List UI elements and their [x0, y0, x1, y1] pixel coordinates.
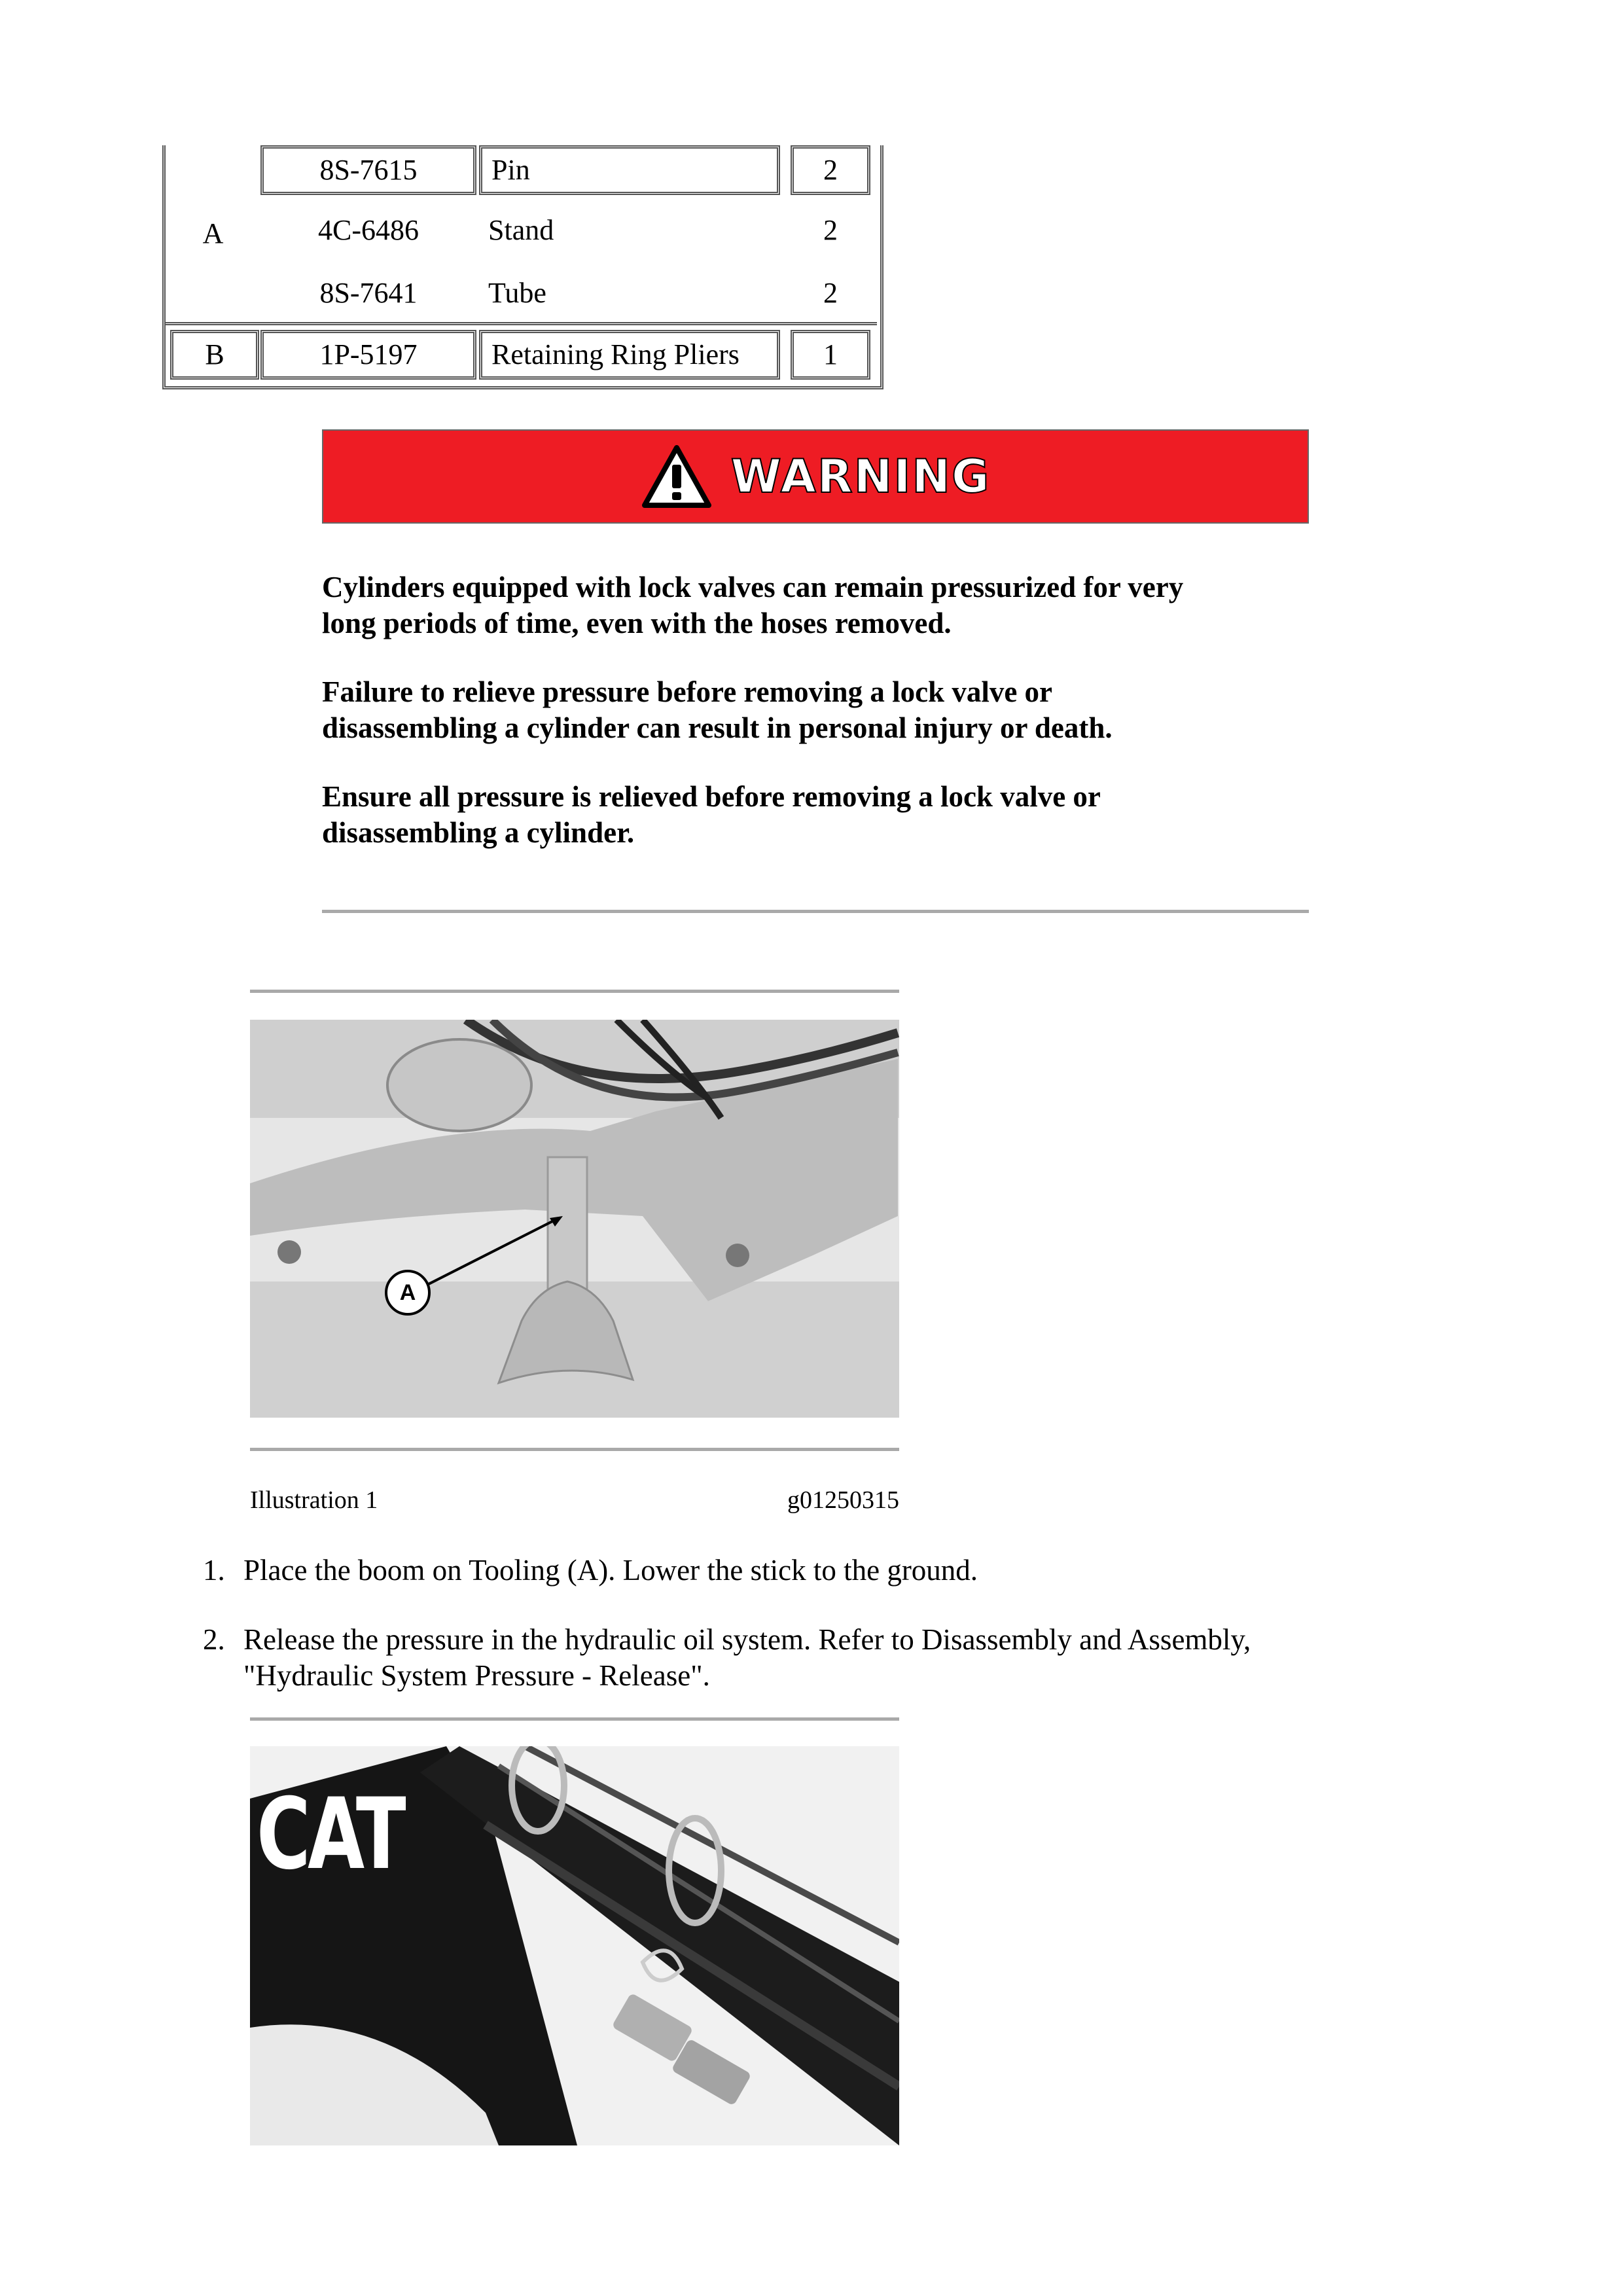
illustration-bottom-rule: [250, 1448, 899, 1451]
warning-line: long periods of time, even with the hoses removed.: [322, 607, 952, 639]
part-number-cell: 8S-7615: [260, 145, 476, 195]
description-cell: Pin: [479, 145, 780, 195]
step-number: 1.: [203, 1554, 225, 1587]
warning-line: Cylinders equipped with lock valves can remain pressurized for very: [322, 571, 1184, 603]
description-cell: Stand: [488, 214, 554, 246]
illustration-2-photo: [250, 1746, 899, 2145]
illustration-top-rule: [250, 1717, 899, 1721]
step-text: Place the boom on Tooling (A). Lower the stick to the ground.: [243, 1554, 978, 1587]
warning-line: disassembling a cylinder can result in personal injury or death.: [322, 711, 1113, 744]
warning-label: WARNING: [730, 450, 991, 503]
warning-line: Failure to relieve pressure before removing a lock valve or: [322, 675, 1053, 708]
warning-line: disassembling a cylinder.: [322, 816, 635, 849]
row-divider: [166, 322, 877, 329]
qty-cell: 1: [791, 330, 870, 380]
illustration-caption: Illustration 1: [250, 1486, 378, 1514]
part-number-cell: 8S-7641: [319, 277, 418, 309]
step-text: Release the pressure in the hydraulic oil system. Refer to Disassembly and Assembly,: [243, 1623, 1251, 1656]
warning-banner: [322, 429, 1309, 524]
description-cell: Retaining Ring Pliers: [479, 330, 780, 380]
illustration-id: g01250315: [787, 1486, 899, 1514]
group-a-label: A: [202, 217, 224, 249]
boom-on-stand-image: [250, 1020, 899, 1418]
part-number-cell: 1P-5197: [260, 330, 476, 380]
part-number-cell: 4C-6486: [318, 214, 419, 246]
callout-a: [385, 1270, 431, 1316]
qty-cell: 2: [791, 145, 870, 195]
step-1: [203, 1552, 1381, 1588]
qty-cell: 2: [823, 214, 838, 246]
cat-logo: CAT: [257, 1778, 404, 1892]
warning-line: Ensure all pressure is relieved before removing a lock valve or: [322, 780, 1101, 813]
qty-cell: 2: [823, 277, 838, 309]
warning-paragraph: [322, 779, 1304, 851]
step-number: 2.: [203, 1623, 225, 1656]
warning-triangle-icon: [641, 444, 713, 509]
callout-a-label: A: [399, 1280, 416, 1305]
description-cell: Tube: [488, 277, 546, 309]
step-2: [203, 1622, 1394, 1694]
group-b-label: B: [170, 330, 259, 380]
illustration-top-rule: [250, 990, 899, 993]
step-text: "Hydraulic System Pressure - Release".: [243, 1659, 710, 1692]
warning-paragraph: [322, 674, 1304, 746]
warning-divider: [322, 910, 1309, 913]
illustration-1-photo: [250, 1020, 899, 1418]
tooling-table: [162, 145, 882, 393]
warning-paragraph: [322, 569, 1304, 641]
